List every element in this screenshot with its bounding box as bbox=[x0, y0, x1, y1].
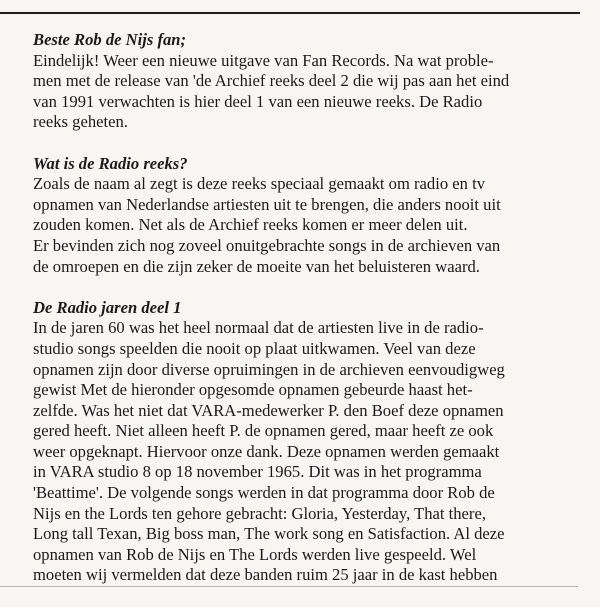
text-line: 'Beattime'. De volgende songs werden in dat programma door Rob de bbox=[33, 483, 495, 503]
text-line: weer opgeknapt. Hiervoor onze dank. Deze opnamen werden gemaakt bbox=[33, 441, 500, 461]
bottom-rule bbox=[0, 586, 578, 587]
text-line: de omroepen en die zijn zeker de moeite van het beluisteren waard. bbox=[33, 256, 480, 276]
text-line: in VARA studio 8 op 18 november 1965. Dit was in het programma bbox=[33, 462, 482, 482]
text-line: gered heeft. Niet alleen heeft P. de opnamen gered, maar heeft ze ook bbox=[33, 421, 494, 441]
text-line: zouden komen. Net als de Archief reeks komen er meer delen uit. bbox=[33, 215, 468, 235]
text-line: Nijs en the Lords ten gehore gebracht: Gloria, Yesterday, That there, bbox=[33, 503, 486, 523]
section-heading: De Radio jaren deel 1 bbox=[33, 297, 182, 317]
text-line: opnamen van Nederlandse artiesten uit te brengen, die anders nooit uit bbox=[33, 194, 501, 214]
text-line: gewist Met de hieronder opgesomde opnamen gebeurde haast het- bbox=[33, 380, 473, 400]
text-line: Er bevinden zich nog zoveel onuitgebrachte songs in de archieven van bbox=[33, 235, 501, 255]
text-line: van 1991 verwachten is hier deel 1 van een nieuwe reeks. De Radio bbox=[33, 91, 483, 111]
section-heading: Beste Rob de Nijs fan; bbox=[33, 30, 187, 49]
section-wat-is-de-radio-reeks bbox=[33, 154, 578, 278]
section-heading: Wat is de Radio reeks? bbox=[33, 153, 188, 173]
text-line: studio songs speelden die nooit op plaat uitkwamen. Veel van deze bbox=[33, 338, 476, 358]
text-line: zelfde. Was het niet dat VARA-medewerker P. den Boef deze opnamen bbox=[33, 400, 504, 420]
text-line: Long tall Texan, Big boss man, The work song en Satisfaction. Al deze bbox=[33, 524, 505, 544]
section-de-radio-jaren-deel-1 bbox=[33, 298, 578, 586]
text-line: Zoals de naam al zegt is deze reeks speciaal gemaakt om radio en tv bbox=[33, 174, 485, 194]
text-line: opnamen van Rob de Nijs en The Lords werden live gespeeld. Wel bbox=[33, 544, 477, 564]
section-beste-rob-de-nijs-fan bbox=[33, 30, 578, 133]
liner-notes-text bbox=[33, 30, 578, 607]
top-rule bbox=[0, 12, 580, 14]
text-line: moeten wij vermelden dat deze banden ruim 25 jaar in de kast hebben bbox=[33, 565, 498, 585]
text-line: reeks geheten. bbox=[33, 112, 128, 132]
text-line: Eindelijk! Weer een nieuwe uitgave van Fan Records. Na wat proble- bbox=[33, 50, 494, 70]
text-line: In de jaren 60 was het heel normaal dat de artiesten live in de radio- bbox=[33, 318, 484, 338]
text-line: opnamen zijn door diverse opruimingen in de archieven eenvoudigweg bbox=[33, 359, 505, 379]
text-line: men met de release van 'de Archief reeks deel 2 die wij pas aan het eind bbox=[33, 71, 510, 91]
